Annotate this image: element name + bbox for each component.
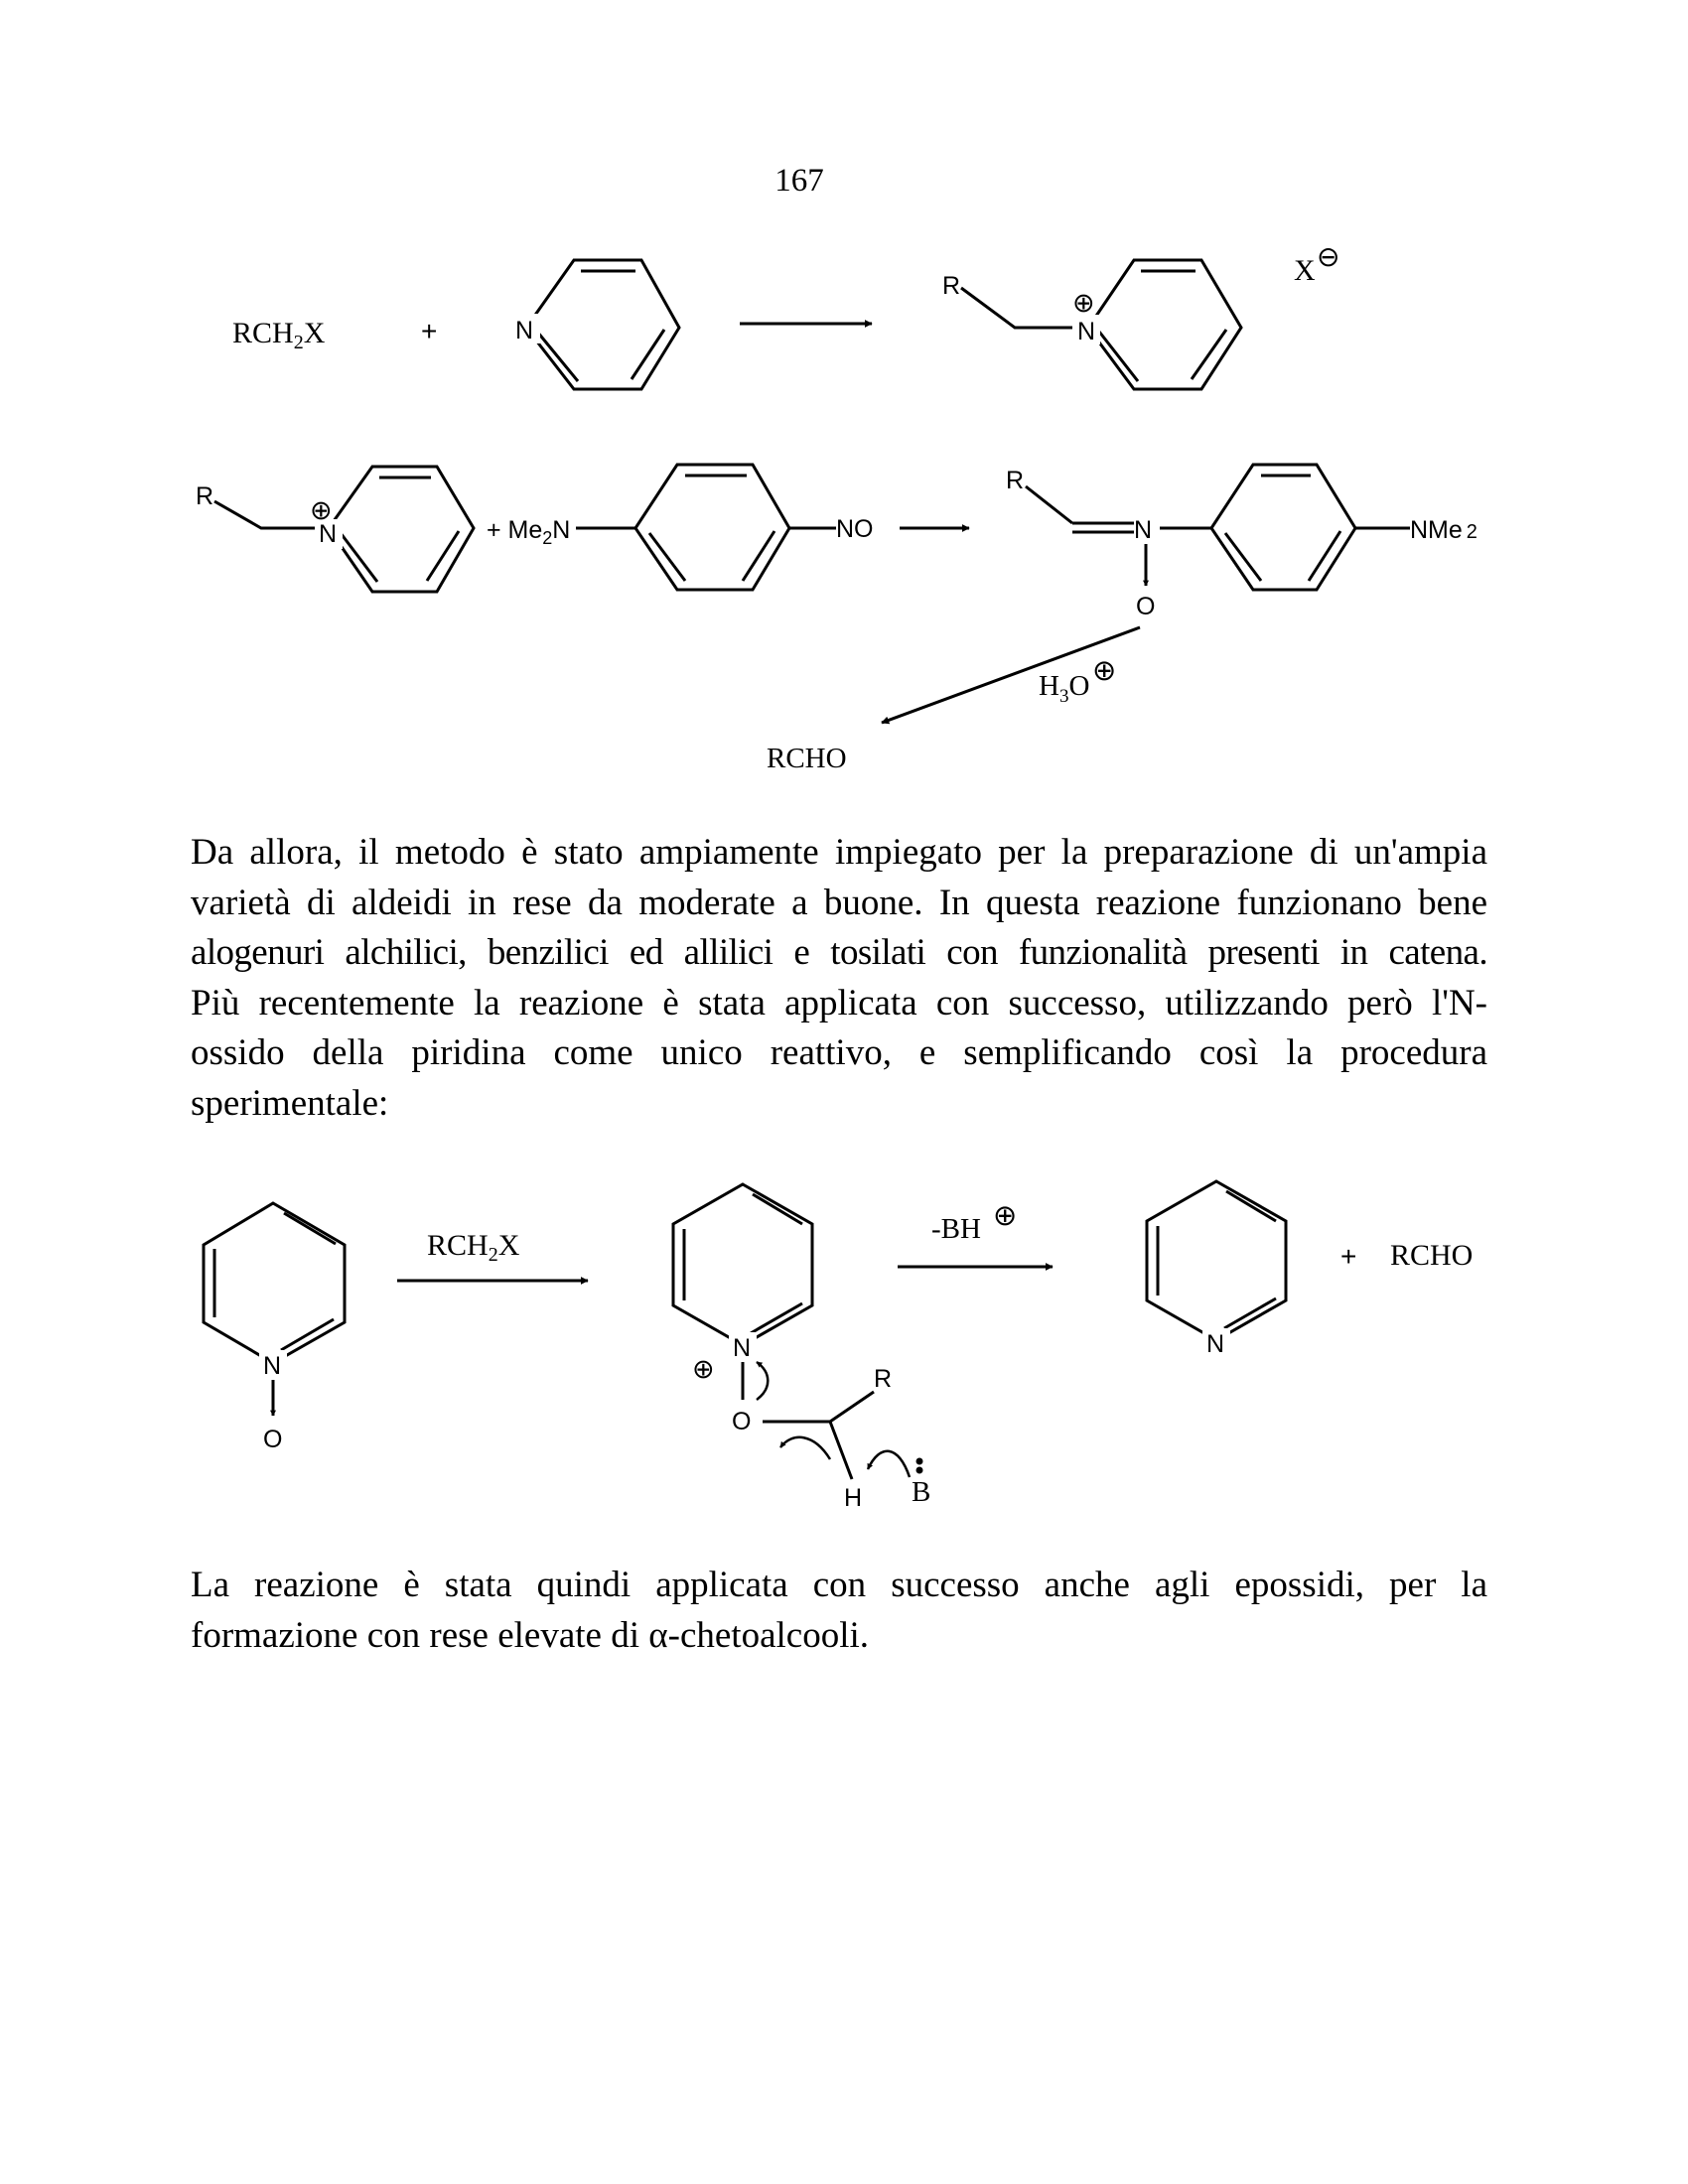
aldehyde-rcho-label: RCHO bbox=[767, 743, 847, 774]
n-alkoxypyridinium-ring bbox=[673, 1184, 812, 1345]
pyridinium-n-label: N bbox=[1077, 318, 1096, 345]
nitrone-n-label: N bbox=[1134, 516, 1153, 544]
intermediate-r-label: R bbox=[874, 1365, 893, 1393]
page-number: 167 bbox=[774, 163, 824, 199]
noxide-o-label: O bbox=[263, 1426, 283, 1453]
positive-charge-icon: ⊕ bbox=[692, 1354, 715, 1384]
counterion-label: X bbox=[1294, 254, 1316, 287]
positive-charge-icon: ⊕ bbox=[310, 495, 333, 525]
scheme-3-n-oxide-method bbox=[0, 1171, 1688, 1519]
body-paragraph-2 bbox=[191, 1561, 1487, 1661]
benzene-ring bbox=[635, 465, 789, 590]
loss-bh-label: -BH bbox=[931, 1213, 981, 1245]
positive-charge-icon: ⊕ bbox=[1092, 655, 1117, 687]
negative-charge-icon: ⊖ bbox=[1317, 241, 1340, 272]
positive-charge-icon: ⊕ bbox=[993, 1200, 1018, 1232]
curved-arrow-icon bbox=[780, 1437, 830, 1459]
text-line: sperimentale: bbox=[191, 1082, 389, 1124]
salt-r-label: R bbox=[196, 482, 214, 510]
alkyl-chain bbox=[214, 501, 316, 528]
text-line: varietà di aldeidi in rese da moderate a buone. In questa reazione funzionano bene bbox=[191, 882, 1487, 923]
plus-sign: + bbox=[421, 316, 438, 346]
text-line: alogenuri alchilici, benzilici ed allilici e tosilati con funzionalità presenti in catena. bbox=[191, 932, 1487, 973]
base-b-label: B bbox=[912, 1476, 931, 1508]
intermediate-o-label: O bbox=[732, 1408, 752, 1435]
text-line: ossido della piridina come unico reattivo, e semplificando così la procedura bbox=[191, 1032, 1487, 1073]
acid-h3o-label: $H_3O$ bbox=[1039, 670, 1090, 707]
reagent-rch2x-label: $RCH_2X$ bbox=[427, 1229, 520, 1266]
alkyl-chain bbox=[961, 288, 1077, 328]
text-line: Da allora, il metodo è stato ampiamente impiegato per la preparazione di un'ampia bbox=[191, 832, 1487, 873]
pyridinium-ring bbox=[329, 467, 474, 592]
pyridine-n-oxide-ring bbox=[204, 1203, 345, 1363]
pyridine-n-label: N bbox=[1206, 1330, 1225, 1358]
benzene-ring bbox=[1211, 465, 1355, 590]
curved-arrow-icon bbox=[757, 1362, 768, 1400]
nitrone-r-label: R bbox=[1006, 467, 1025, 494]
nitrone-o-label: O bbox=[1136, 593, 1156, 620]
salt-n-label: N bbox=[319, 520, 338, 548]
text-line: Più recentemente la reazione è stata applicata con successo, utilizzando però l'N- bbox=[191, 982, 1487, 1024]
pyridine-ring bbox=[1147, 1181, 1286, 1340]
aldehyde-rcho-label: RCHO bbox=[1390, 1239, 1474, 1272]
text-line: formazione con rese elevate di α-chetoalcooli. bbox=[191, 1614, 870, 1656]
scheme-1-pyridinium-formation bbox=[0, 228, 1688, 407]
body-paragraph-1 bbox=[191, 828, 1487, 1129]
pyridinium-ring bbox=[1088, 260, 1241, 389]
curved-arrow-icon bbox=[868, 1451, 910, 1477]
intermediate-h-label: H bbox=[844, 1484, 863, 1512]
noxide-n-label: N bbox=[263, 1352, 282, 1380]
positive-charge-icon: ⊕ bbox=[1072, 288, 1095, 318]
nitroso-label: NO bbox=[836, 515, 874, 543]
plus-sign: + bbox=[1340, 1241, 1357, 1272]
pyridine-ring bbox=[526, 260, 679, 389]
reactant-rch2x-label: $RCH_2X$ bbox=[232, 317, 326, 353]
pyridine-n-label: N bbox=[515, 317, 534, 344]
text-line: La reazione è stata quindi applicata con successo anche agli epossidi, per la bbox=[191, 1565, 1487, 1605]
scheme-2-krohnke-oxidation bbox=[0, 457, 1688, 784]
reagent-me2n-label: + $Me_2N$ bbox=[487, 516, 571, 548]
product-r-label: R bbox=[942, 272, 961, 300]
nitrone-nme2-label: NMe 2 bbox=[1410, 516, 1477, 544]
intermediate-n-label: N bbox=[733, 1334, 752, 1362]
